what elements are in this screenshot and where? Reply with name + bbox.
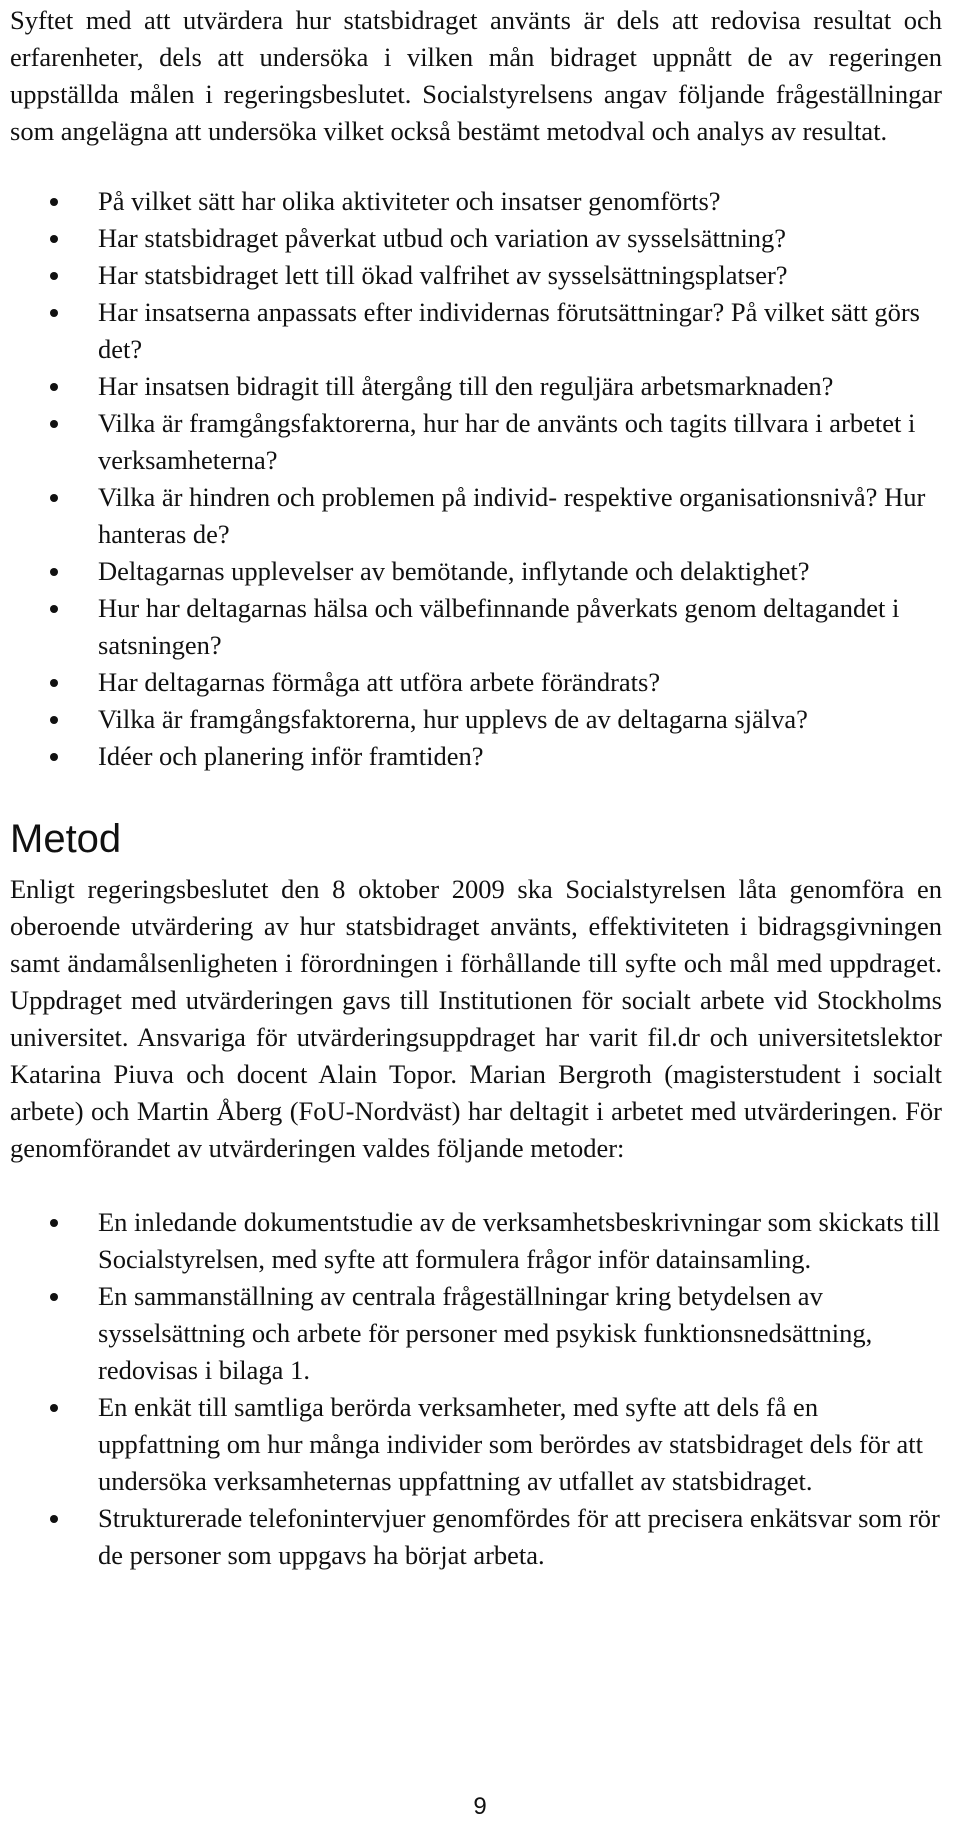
bullet-icon <box>50 309 58 317</box>
list-item-text: En sammanställning av centrala frågeställningar kring betydelsen av sysselsättning och arbete för personer med psykisk funktionsnedsättning, redovisas i bilaga 1. <box>98 1281 873 1385</box>
bullet-icon <box>50 753 58 761</box>
list-item-text: En enkät till samtliga berörda verksamheter, med syfte att dels få en uppfattning om hur många individer som berördes av statsbidraget dels för att undersöka verksamheternas uppfattning av utfallet av statsbidraget. <box>98 1392 923 1496</box>
section-heading-metod: Metod <box>10 817 122 861</box>
bullet-icon <box>50 716 58 724</box>
question-list <box>10 183 942 775</box>
bullet-icon <box>50 1404 58 1412</box>
list-item <box>10 257 942 294</box>
list-item <box>10 368 942 405</box>
list-item <box>10 738 942 775</box>
bullet-icon <box>50 420 58 428</box>
bullet-icon <box>50 494 58 502</box>
method-list <box>10 1204 942 1574</box>
list-item-text: Vilka är hindren och problemen på individ- respektive organisationsnivå? Hur hanteras de? <box>98 482 926 549</box>
list-item-text: Idéer och planering inför framtiden? <box>98 741 484 771</box>
list-item-text: Vilka är framgångsfaktorerna, hur upplevs de av deltagarna själva? <box>98 704 808 734</box>
bullet-icon <box>50 235 58 243</box>
list-item-text: Har insatsen bidragit till återgång till den reguljära arbetsmarknaden? <box>98 371 834 401</box>
list-item-text: Har statsbidraget lett till ökad valfrihet av sysselsättningsplatser? <box>98 260 788 290</box>
bullet-icon <box>50 272 58 280</box>
list-item-text: En inledande dokumentstudie av de verksamhetsbeskrivningar som skickats till Socialstyrelsen, med syfte att formulera frågor inför datainsamling. <box>98 1207 940 1274</box>
list-item-text: Hur har deltagarnas hälsa och välbefinnande påverkats genom deltagandet i satsningen? <box>98 593 900 660</box>
list-item <box>10 664 942 701</box>
list-item-text: På vilket sätt har olika aktiviteter och insatser genomförts? <box>98 186 721 216</box>
bullet-icon <box>50 1219 58 1227</box>
page-number: 9 <box>473 1793 487 1820</box>
method-paragraph: Enligt regeringsbeslutet den 8 oktober 2009 ska Socialstyrelsen låta genomföra en oberoende utvärdering av hur statsbidraget använts, effektiviteten i bidragsgivningen samt ändamålsenligheten i förordningen i förhållande till syfte och mål med uppdraget. Uppdraget med utvärderingen gavs till Institutionen för socialt arbete vid Stockholms universitet. Ansvariga för utvärderingsuppdraget har varit fil.dr och universitetslektor Katarina Piuva och docent Alain Topor. Marian Bergroth (magisterstudent i socialt arbete) och Martin Åberg (FoU-Nordväst) har deltagit i arbetet med utvärderingen. För genomförandet av utvärderingen valdes följande metoder: <box>10 874 942 1163</box>
list-item <box>10 701 942 738</box>
list-item <box>10 1500 942 1574</box>
document-page <box>10 0 942 1574</box>
bullet-icon <box>50 568 58 576</box>
list-item <box>10 183 942 220</box>
list-item-text: Har statsbidraget påverkat utbud och variation av sysselsättning? <box>98 223 787 253</box>
list-item <box>10 1278 942 1389</box>
list-item <box>10 220 942 257</box>
list-item-text: Vilka är framgångsfaktorerna, hur har de använts och tagits tillvara i arbetet i verksamheterna? <box>98 408 916 475</box>
intro-paragraph: Syftet med att utvärdera hur statsbidraget använts är dels att redovisa resultat och erfarenheter, dels att undersöka i vilken mån bidraget uppnått de av regeringen uppställda målen i regeringsbeslutet. Socialstyrelsens angav följande frågeställningar som angelägna att undersöka vilket också bestämt metodval och analys av resultat. <box>10 5 942 146</box>
bullet-icon <box>50 679 58 687</box>
list-item <box>10 294 942 368</box>
list-item-text: Har insatserna anpassats efter individernas förutsättningar? På vilket sätt görs det? <box>98 297 920 364</box>
list-item <box>10 479 942 553</box>
bullet-icon <box>50 605 58 613</box>
list-item <box>10 405 942 479</box>
list-item <box>10 1204 942 1278</box>
list-item <box>10 1389 942 1500</box>
bullet-icon <box>50 1293 58 1301</box>
list-item <box>10 590 942 664</box>
list-item <box>10 553 942 590</box>
bullet-icon <box>50 383 58 391</box>
list-item-text: Strukturerade telefonintervjuer genomfördes för att precisera enkätsvar som rör de personer som uppgavs ha börjat arbeta. <box>98 1503 940 1570</box>
list-item-text: Deltagarnas upplevelser av bemötande, inflytande och delaktighet? <box>98 556 810 586</box>
list-item-text: Har deltagarnas förmåga att utföra arbete förändrats? <box>98 667 661 697</box>
bullet-icon <box>50 1515 58 1523</box>
bullet-icon <box>50 198 58 206</box>
